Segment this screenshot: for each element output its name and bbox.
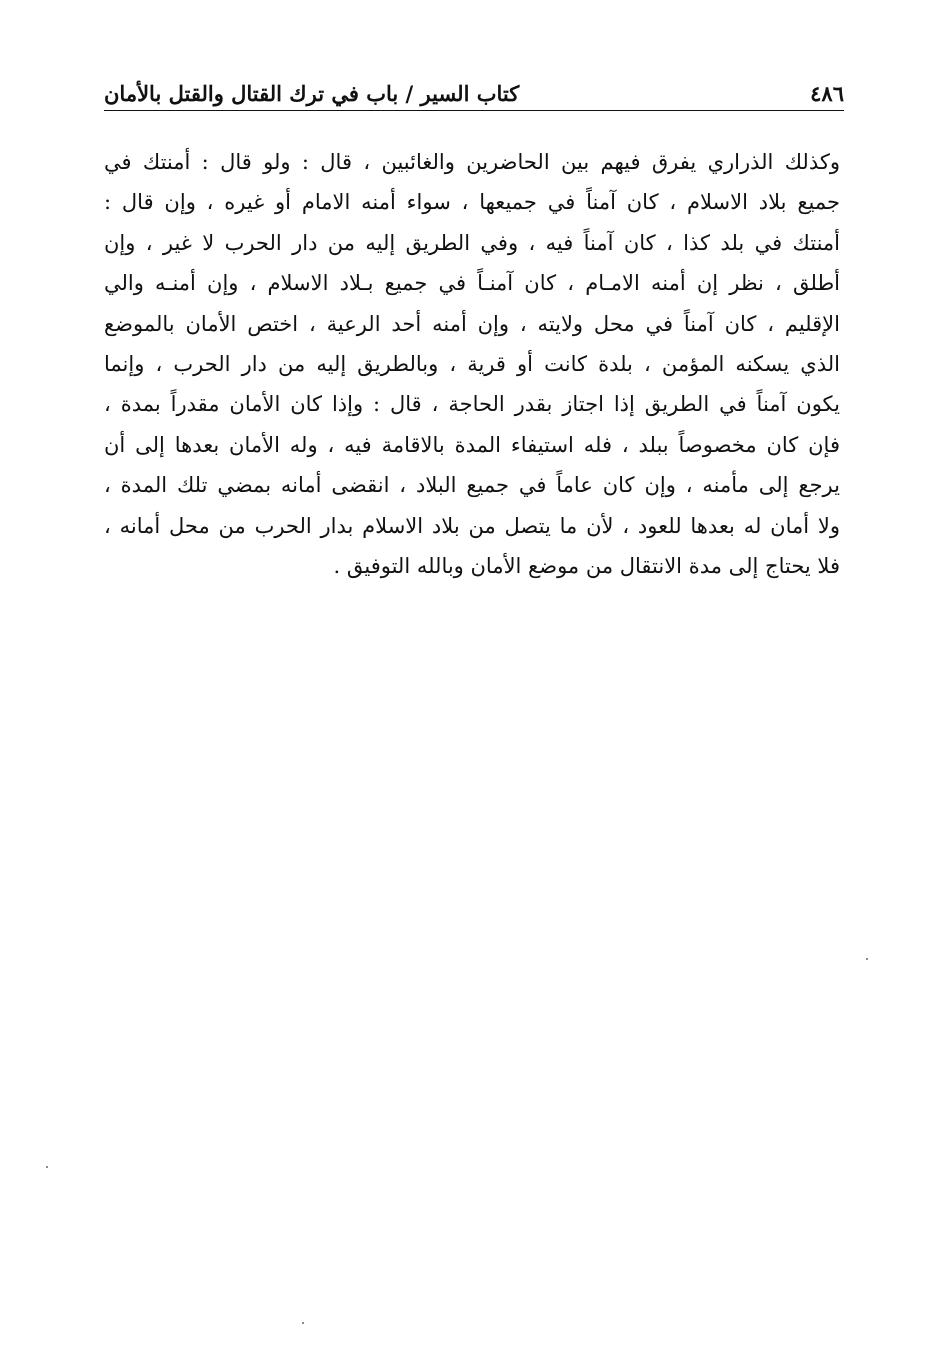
text-line: الذي يسكنه المؤمن ، بلدة كانت أو قرية ، وبالطريق إليه من دار الحرب ، وإنما <box>104 351 840 376</box>
text-line: ولا أمان له بعدها للعود ، لأن ما يتصل من بلاد الاسلام بدار الحرب من محل أمانه ، <box>104 513 840 538</box>
text-line: أطلق ، نظر إن أمنه الامـام ، كان آمنـاً في جميع بـلاد الاسلام ، وإن أمنـه والي <box>104 271 840 296</box>
header-divider <box>104 110 844 111</box>
chapter-title: كتاب السير / باب في ترك القتال والقتل بالأمان <box>104 81 520 106</box>
scan-speck <box>302 1322 304 1324</box>
body-text <box>104 142 840 586</box>
scan-speck <box>46 1166 48 1168</box>
text-line: جميع بلاد الاسلام ، كان آمناً في جميعها ، سواء أمنه الامام أو غيره ، وإن قال : <box>104 190 840 215</box>
page-number: ٤٨٦ <box>810 81 844 106</box>
running-header <box>104 76 844 108</box>
text-line: يكون آمناً في الطريق إذا اجتاز بقدر الحاجة ، قال : وإذا كان الأمان مقدراً بمدة ، <box>104 392 840 417</box>
scan-speck <box>866 958 868 960</box>
text-line: الإقليم ، كان آمناً في محل ولايته ، وإن أمنه أحد الرعية ، اختص الأمان بالموضع <box>104 311 840 336</box>
text-line: أمنتك في بلد كذا ، كان آمناً فيه ، وفي الطريق إليه من دار الحرب لا غير ، وإن <box>104 230 840 255</box>
text-line: يرجع إلى مأمنه ، وإن كان عاماً في جميع البلاد ، انقضى أمانه بمضي تلك المدة ، <box>104 473 840 498</box>
text-line: فإن كان مخصوصاً ببلد ، فله استيفاء المدة بالاقامة فيه ، وله الأمان بعدها إلى أن <box>104 432 840 457</box>
text-line: فلا يحتاج إلى مدة الانتقال من موضع الأمان وبالله التوفيق . <box>333 553 840 578</box>
text-line: وكذلك الذراري يفرق فيهم بين الحاضرين والغائبين ، قال : ولو قال : أمنتك في <box>104 150 840 174</box>
